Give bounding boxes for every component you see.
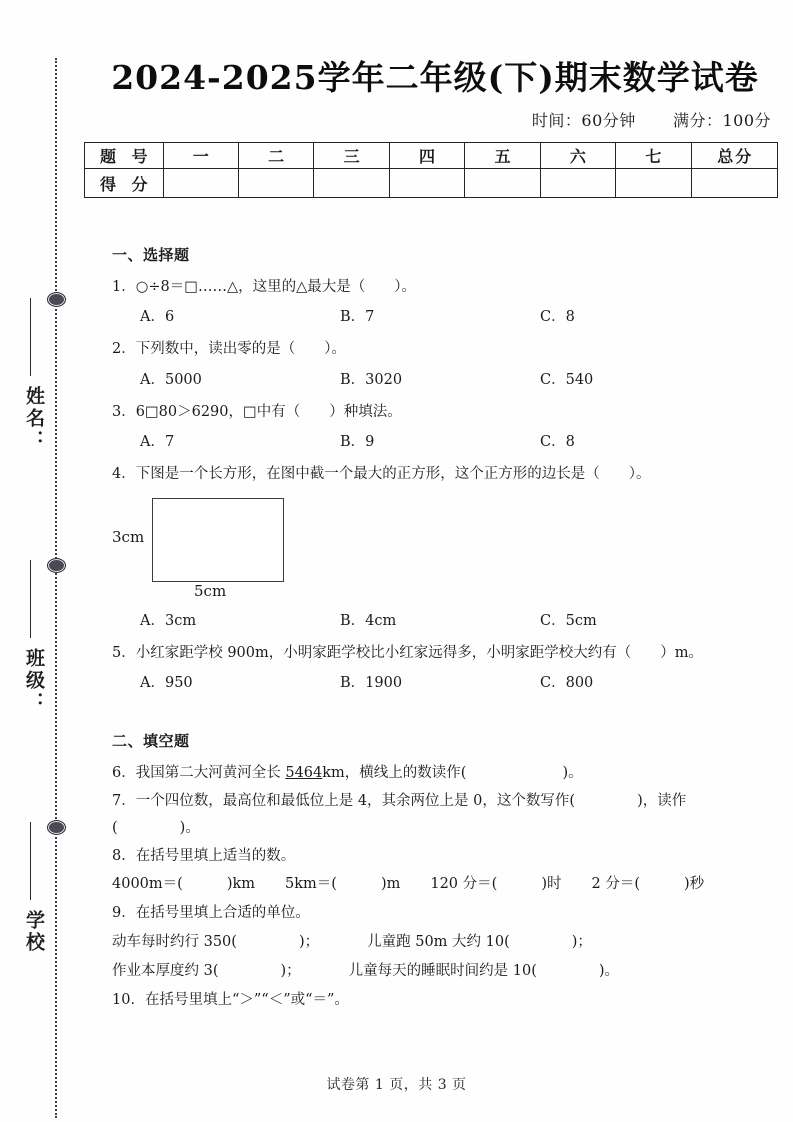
name-field-rule [30, 298, 31, 376]
question-2-options [112, 368, 732, 389]
question-5-options [112, 671, 732, 692]
question-5-stem: 5．小红家距学校 900m，小明家距学校比小红家远得多，小明家距学校大约有（ ）m。 [112, 644, 704, 661]
score-table-col-total: 总分 [691, 143, 777, 169]
score-table-col-4: 四 [389, 143, 464, 169]
seal-label-name: 姓名： [23, 386, 45, 452]
conversion-4-right: )秒 [683, 876, 705, 893]
question-6-part2: km，横线上的数读作( [322, 765, 467, 782]
table-row-score [85, 169, 778, 198]
section-spacer [112, 704, 732, 730]
conversion-1-right: )km [226, 876, 256, 893]
question-7-line1-a: 7．一个四位数，最高位和最低位上是 4，其余两位上是 0，这个数写作( [112, 792, 576, 809]
unit-item-2-right: )； [571, 933, 592, 950]
option-c[interactable]: C．800 [540, 675, 594, 692]
rectangle-shape [152, 498, 284, 582]
score-cell-5[interactable] [465, 169, 540, 198]
page-title: 2024-2025学年二年级(下)期末数学试卷 [111, 58, 759, 97]
option-b[interactable]: B．7 [340, 309, 375, 326]
option-a[interactable]: A．950 [140, 675, 193, 692]
score-cell-3[interactable] [314, 169, 389, 198]
question-7-line1-b: )，读作 [637, 792, 687, 809]
question-4-rectangle-figure [112, 492, 732, 602]
question-4-stem: 4．下图是一个长方形，在图中截一个最大的正方形，这个正方形的边长是（ ）。 [112, 466, 651, 483]
score-cell-total[interactable] [691, 169, 777, 198]
score-table-col-3: 三 [314, 143, 389, 169]
option-c[interactable]: C．540 [540, 371, 594, 388]
score-cell-4[interactable] [389, 169, 464, 198]
exam-meta [532, 108, 771, 131]
option-b[interactable]: B．4cm [340, 612, 397, 629]
option-a[interactable]: A．3cm [140, 612, 197, 629]
unit-item-3-right: )； [280, 963, 301, 980]
score-table-col-6: 六 [540, 143, 615, 169]
option-a[interactable]: A．6 [140, 309, 175, 326]
score-table [84, 142, 778, 198]
exam-time-label: 时间：60分钟 [531, 111, 636, 130]
unit-item-1-right: )； [298, 933, 320, 950]
section-heading-fill-in: 二、填空题 [112, 732, 190, 751]
option-a[interactable]: A．5000 [140, 371, 202, 388]
seal-badge-icon [47, 820, 66, 835]
question-3-stem: 3．6□80＞6290，□中有（ ）种填法。 [112, 403, 402, 420]
question-2-stem: 2．下列数中，读出零的是（ ）。 [112, 341, 346, 358]
question-7-line2-b: )。 [179, 820, 200, 837]
option-b[interactable]: B．1900 [340, 675, 403, 692]
option-c[interactable]: C．5cm [540, 612, 597, 629]
seal-margin [0, 0, 90, 1122]
question-6-underlined-number: 5464 [285, 765, 323, 782]
seal-badge-icon [47, 558, 66, 573]
section-heading-choice: 一、选择题 [112, 246, 190, 264]
question-9-row-1 [112, 931, 732, 954]
conversion-2-right: )m [380, 876, 401, 893]
question-8-stem: 8．在括号里填上适当的数。 [112, 847, 296, 864]
option-c[interactable]: C．8 [540, 309, 575, 326]
conversion-3-left: 120 分＝( [430, 876, 498, 893]
score-cell-2[interactable] [238, 169, 313, 198]
score-table-col-2: 二 [238, 143, 313, 169]
question-6-stem [112, 762, 732, 784]
option-c[interactable]: C．8 [540, 434, 575, 451]
score-cell-7[interactable] [616, 169, 691, 198]
score-cell-1[interactable] [163, 169, 238, 198]
table-row-header [85, 143, 778, 169]
question-7-stem-line1 [112, 790, 732, 812]
conversion-3-right: )时 [541, 876, 562, 893]
conversion-2-left: 5km＝( [285, 876, 337, 893]
seal-dotted-line [55, 58, 57, 1118]
rectangle-width-label: 5cm [194, 581, 227, 600]
conversion-1-left: 4000m＝( [112, 876, 183, 893]
score-table-col-7: 七 [616, 143, 691, 169]
score-table-col-1: 一 [163, 143, 238, 169]
unit-item-4-left: 儿童每天的睡眠时间约是 10( [348, 963, 537, 980]
exam-total-label: 满分：100分 [672, 111, 771, 130]
unit-item-4-right: )。 [598, 963, 620, 980]
exam-content [112, 244, 732, 1017]
question-7-line2-a: ( [112, 820, 118, 837]
score-table-row-label: 得 分 [85, 169, 164, 198]
score-cell-6[interactable] [540, 169, 615, 198]
question-4-options [112, 609, 732, 630]
score-table-col-5: 五 [465, 143, 540, 169]
question-7-stem-line2 [112, 817, 732, 839]
rectangle-height-label: 3cm [112, 527, 145, 546]
question-1-stem: 1．○÷8＝□……△，这里的△最大是（ ）。 [112, 279, 417, 295]
question-10-stem: 10．在括号里填上“＞”“＜”或“＝”。 [112, 992, 349, 1009]
unit-item-3-left: 作业本厚度约 3( [112, 963, 219, 980]
question-9-stem: 9．在括号里填上合适的单位。 [112, 905, 310, 922]
page-footer: 试卷第 1 页，共 3 页 [326, 1077, 467, 1093]
option-a[interactable]: A．7 [140, 434, 175, 451]
option-b[interactable]: B．3020 [340, 371, 403, 388]
seal-label-class: 班级： [23, 648, 45, 714]
unit-item-1-left: 动车每时约行 350( [112, 933, 237, 950]
class-field-rule [30, 560, 31, 638]
score-table-row-label: 题 号 [85, 143, 164, 169]
option-b[interactable]: B．9 [340, 434, 375, 451]
question-8-conversions [112, 873, 732, 896]
seal-label-school: 学校 [23, 910, 45, 954]
unit-item-2-left: 儿童跑 50m 大约 10( [367, 933, 510, 950]
question-6-part3: )。 [562, 765, 583, 782]
conversion-4-left: 2 分＝( [591, 876, 640, 893]
question-9-row-2 [112, 960, 732, 983]
seal-badge-icon [47, 292, 66, 307]
question-1-options [112, 305, 732, 326]
question-6-part1: 6．我国第二大河黄河全长 [112, 765, 286, 782]
school-field-rule [30, 822, 31, 900]
question-3-options [112, 430, 732, 451]
